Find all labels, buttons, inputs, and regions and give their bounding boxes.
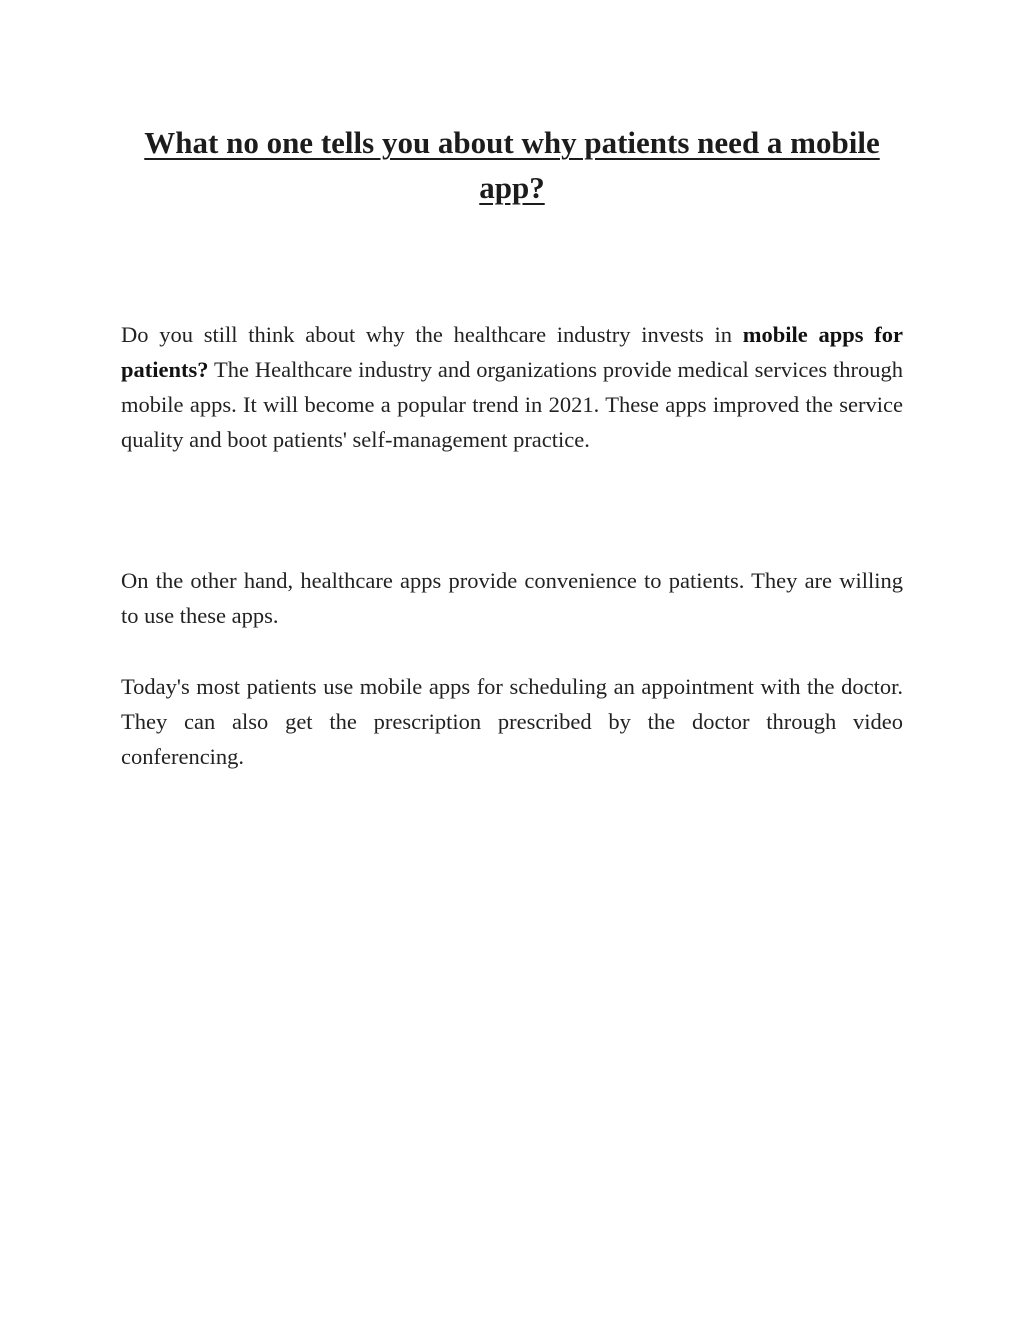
paragraph-intro xyxy=(121,317,903,457)
paragraph-intro-emphasis: mobile apps for patients? xyxy=(121,322,903,382)
paragraph-convenience: On the other hand, healthcare apps provide convenience to patients. They are willing to use these apps. xyxy=(121,568,903,628)
paragraph-intro-rest: The Healthcare industry and organizations provide medical services through mobile apps. It will become a popular trend in 2021. These apps improved the service quality and boot patients' self-management practice. xyxy=(121,357,903,452)
paragraph-intro-lead: Do you still think about why the healthcare industry invests in xyxy=(121,322,743,347)
paragraph-appointments: Today's most patients use mobile apps for scheduling an appointment with the doctor. They can also get the prescription prescribed by the doctor through video conferencing. xyxy=(121,674,903,769)
document-title: What no one tells you about why patients need a mobile app? xyxy=(144,125,880,205)
